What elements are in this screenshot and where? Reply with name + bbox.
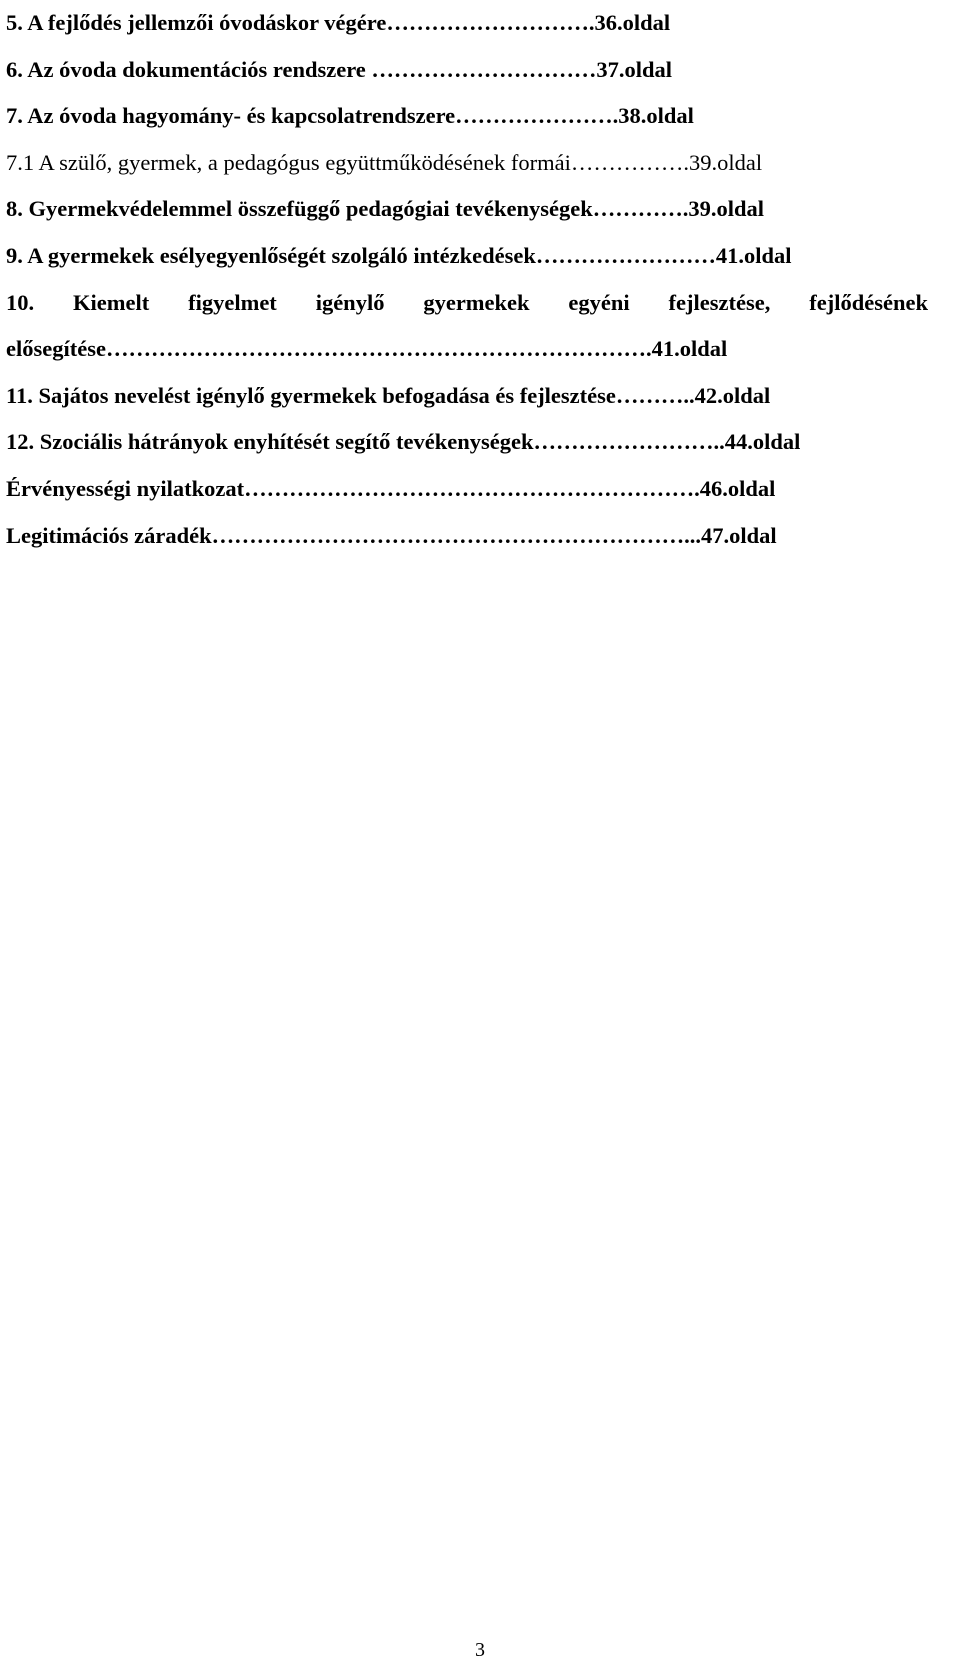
toc-word: 10.	[6, 289, 35, 315]
toc-word: igénylő	[315, 289, 385, 315]
toc-word: Kiemelt	[73, 289, 150, 315]
toc-entry-10-line-1	[6, 280, 928, 327]
toc-entry-5: 5. A fejlődés jellemzői óvodáskor végére……………………….36.oldal	[6, 10, 671, 35]
toc-word: figyelmet	[188, 289, 277, 315]
toc-word: fejlődésének	[809, 289, 928, 315]
toc-entry-11: 11. Sajátos nevelést igénylő gyermekek befogadása és fejlesztése………..42.oldal	[6, 382, 771, 408]
toc-entry-9: 9. A gyermekek esélyegyenlőségét szolgáló intézkedések……………………41.oldal	[6, 242, 792, 268]
toc-entry-7: 7. Az óvoda hagyomány- és kapcsolatrendszere………………….38.oldal	[6, 103, 694, 129]
toc-entry-10-line-2: elősegítése……………………………………………………………….41.oldal	[6, 336, 728, 362]
toc-entry-12: 12. Szociális hátrányok enyhítését segítő tevékenységek……………………..44.oldal	[6, 429, 801, 455]
toc-entry-8: 8. Gyermekvédelemmel összefüggő pedagógiai tevékenységek………….39.oldal	[6, 196, 765, 222]
toc-entry-validity-statement: Érvényességi nyilatkozat…………………………………………………….46.oldal	[6, 475, 776, 501]
toc-entry-7-1: 7.1 A szülő, gyermek, a pedagógus együttműködésének formái…………….39.oldal	[6, 149, 763, 175]
toc-entry-6: 6. Az óvoda dokumentációs rendszere …………………………37.oldal	[6, 56, 673, 82]
page-number: 3	[475, 1639, 485, 1661]
toc-word: fejlesztése,	[668, 289, 771, 315]
toc-entry-legitimation-clause: Legitimációs záradék………………………………………………………...47.oldal	[6, 522, 777, 548]
table-of-contents	[6, 0, 928, 559]
toc-word: egyéni	[568, 289, 630, 315]
toc-word: gyermekek	[423, 289, 530, 315]
